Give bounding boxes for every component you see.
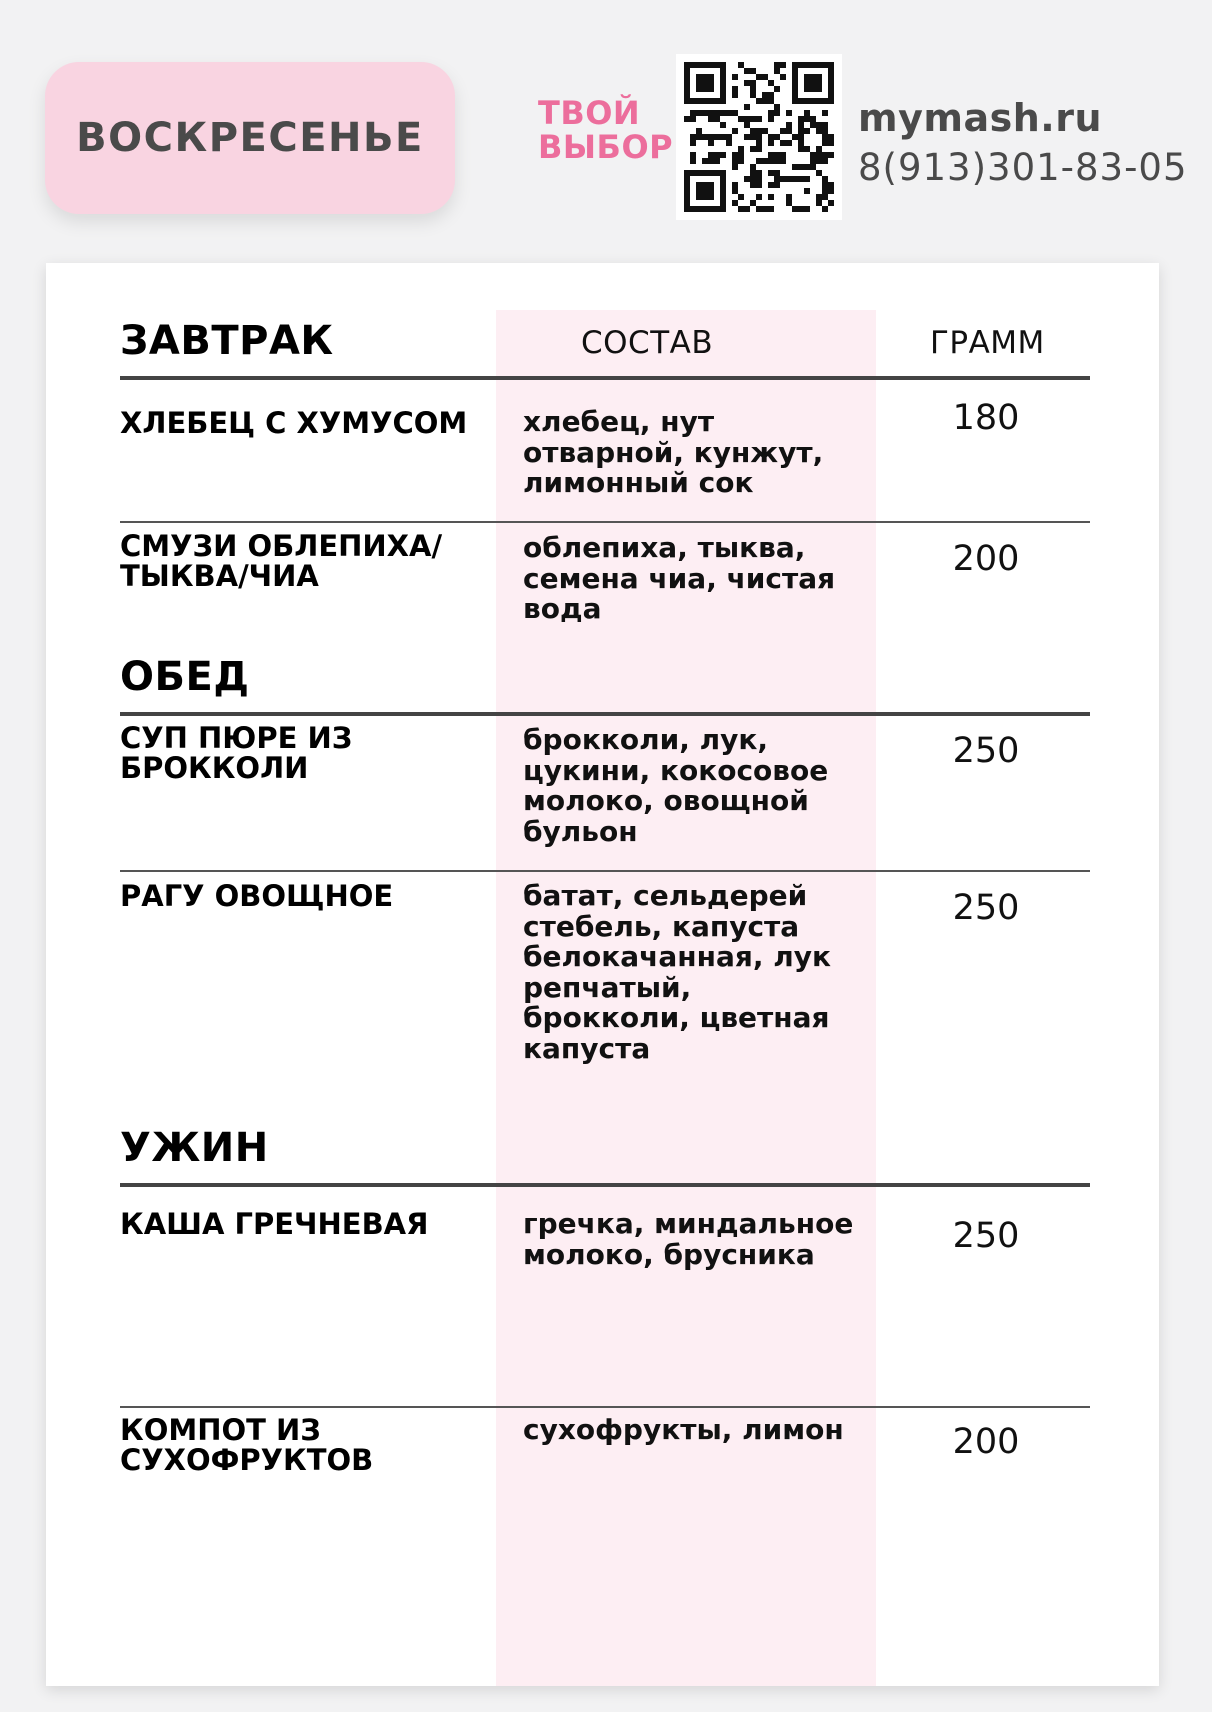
dish-ingredients: брокколи, лук, цукини, кокосовое молоко, овощной бульон — [523, 723, 829, 848]
dish-ingredients: хлебец, нут отварной, кунжут, лимонный сок — [523, 405, 824, 499]
dish-name: ХЛЕБЕЦ С ХУМУСОМ — [120, 406, 468, 440]
dish-grams: 250 — [952, 731, 1020, 771]
dish-name: РАГУ ОВОЩНОЕ — [120, 879, 394, 913]
dish-grams: 200 — [952, 1422, 1020, 1462]
brand-line-1: ТВОЙ — [538, 94, 641, 132]
section-divider — [120, 1183, 1090, 1187]
row-divider — [120, 870, 1090, 872]
phone-number: 8(913)301-83-05 — [858, 146, 1188, 189]
dish-ingredients: сухофрукты, лимон — [523, 1413, 844, 1446]
day-badge — [45, 62, 455, 214]
dish-name: СМУЗИ ОБЛЕПИХА/ ТЫКВА/ЧИА — [120, 529, 443, 593]
grams-header: ГРАММ — [930, 325, 1045, 361]
dish-ingredients: гречка, миндальное молоко, брусника — [523, 1207, 854, 1271]
dish-grams: 200 — [952, 539, 1020, 579]
section-title-lunch: ОБЕД — [120, 654, 250, 700]
dish-name: КОМПОТ ИЗ СУХОФРУКТОВ — [120, 1413, 374, 1477]
section-title-breakfast: ЗАВТРАК — [120, 318, 334, 364]
dish-grams: 180 — [952, 398, 1020, 438]
brand-logo — [538, 96, 673, 164]
dish-ingredients: облепиха, тыква, семена чиа, чистая вода — [523, 531, 836, 625]
section-divider — [120, 376, 1090, 380]
dish-grams: 250 — [952, 888, 1020, 928]
day-title: ВОСКРЕСЕНЬЕ — [76, 115, 424, 161]
dish-grams: 250 — [952, 1216, 1020, 1256]
qr-code-icon[interactable] — [676, 54, 842, 220]
section-divider — [120, 712, 1090, 716]
dish-name: СУП ПЮРЕ ИЗ БРОККОЛИ — [120, 721, 353, 785]
section-title-dinner: УЖИН — [120, 1125, 269, 1171]
dish-ingredients: батат, сельдерей стебель, капуста белокачанная, лук репчатый, брокколи, цветная капуста — [523, 879, 832, 1065]
row-divider — [120, 521, 1090, 523]
brand-line-2: ВЫБОР — [538, 128, 674, 166]
composition-header: СОСТАВ — [581, 325, 714, 361]
menu-card — [46, 263, 1159, 1686]
dish-name: КАША ГРЕЧНЕВАЯ — [120, 1207, 429, 1241]
row-divider — [120, 1406, 1090, 1408]
website-link[interactable]: mymash.ru — [858, 96, 1103, 140]
